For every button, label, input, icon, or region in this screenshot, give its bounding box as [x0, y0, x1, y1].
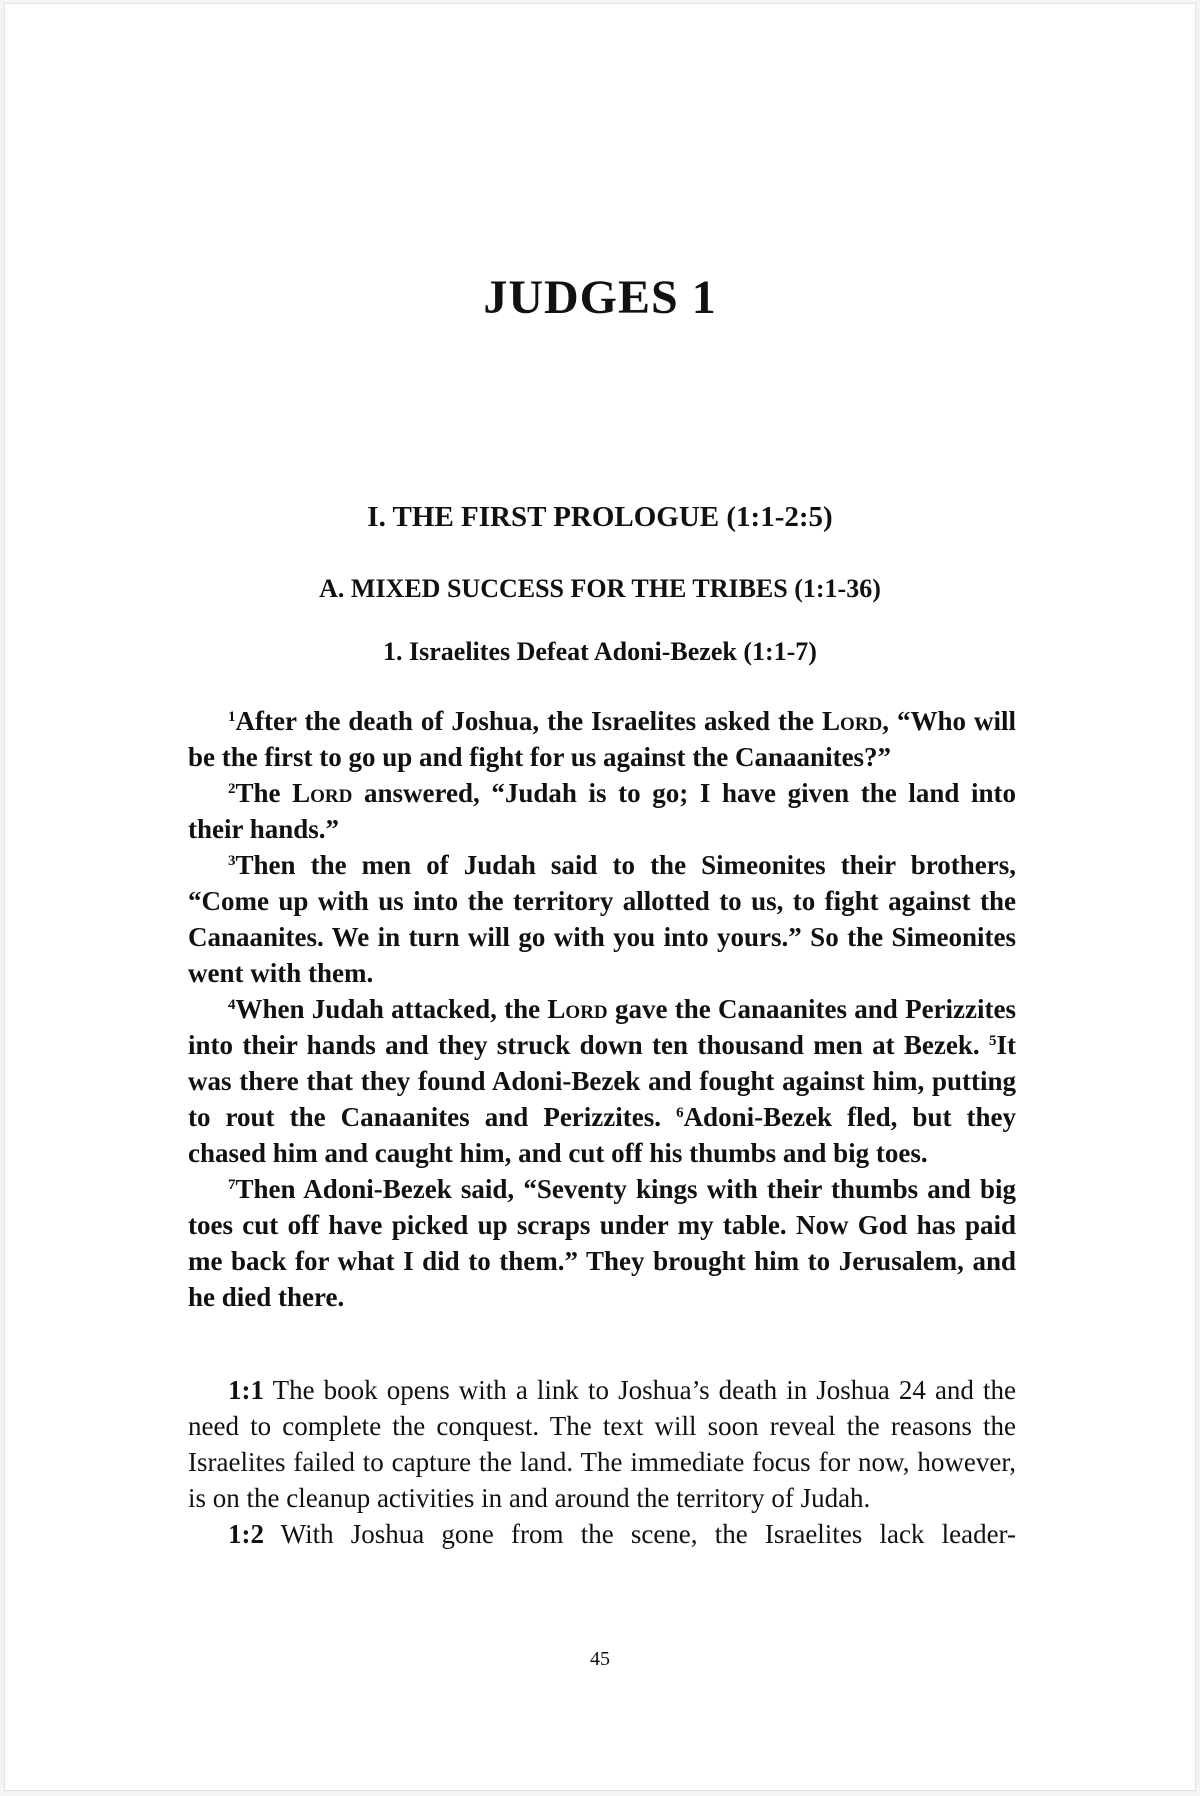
part-heading: I. THE FIRST PROLOGUE (1:1-2:5) [367, 501, 833, 533]
commentary-paragraph [188, 1516, 1016, 1552]
verse-number: 5 [989, 1033, 997, 1049]
verse-text: The [235, 778, 293, 808]
commentary [188, 1372, 1016, 1552]
verse-2 [188, 775, 1016, 847]
page-number: 45 [590, 1648, 610, 1670]
verse-text: After the death of Joshua, the Israelites asked the [235, 706, 823, 736]
verse-number: 7 [228, 1177, 236, 1193]
subsection-heading: 1. Israelites Defeat Adoni-Bezek (1:1-7) [383, 637, 817, 666]
verse-text: Adoni-Bezek fled, but they chased him and caught him, and cut off his thumbs and big toes. [188, 1102, 1016, 1168]
book-page [4, 3, 1196, 1791]
chapter-title: JUDGES 1 [483, 271, 717, 324]
section-heading: A. MIXED SUCCESS FOR THE TRIBES (1:1-36) [319, 574, 881, 603]
verse-text: gave the Canaanites and Perizzites into their hands and they struck down ten thousand men at Bezek. [188, 994, 1016, 1060]
verse-number: 6 [676, 1105, 684, 1121]
divine-name: Lord [822, 706, 883, 736]
commentary-text: With Joshua gone from the scene, the Israelites lack leader- [264, 1519, 1016, 1549]
verse-text: It was there that they found Adoni-Bezek and fought against him, putting to rout the Canaanites and Perizzites. [188, 1030, 1016, 1132]
verse-1 [188, 703, 1016, 775]
verse-7 [188, 1171, 1016, 1315]
commentary-paragraph [188, 1372, 1016, 1516]
verse-reference: 1:2 [228, 1519, 264, 1549]
verse-number: 2 [228, 781, 236, 797]
verse-text: When Judah attacked, the [235, 994, 548, 1024]
divine-name: Lord [547, 994, 608, 1024]
verses-4-6 [188, 991, 1016, 1171]
verse-number: 3 [228, 853, 236, 869]
verse-text: answered, “Judah is to go; I have given the land into their hands.” [188, 778, 1016, 844]
verse-text: Then the men of Judah said to the Simeonites their brothers, “Come up with us into the territory allotted to us, to fight against the Canaanites. We in turn will go with you into yours.” So the Simeonites went with them. [188, 850, 1016, 988]
verse-text: Then Adoni-Bezek said, “Seventy kings with their thumbs and big toes cut off have picked up scraps under my table. Now God has paid me back for what I did to them.” They brought him to Jerusalem, and he died there. [188, 1174, 1016, 1312]
verse-number: 4 [228, 997, 236, 1013]
verse-text: , “Who will be the first to go up and fight for us against the Canaanites?” [188, 706, 1016, 772]
commentary-text: The book opens with a link to Joshua’s death in Joshua 24 and the need to complete the conquest. The text will soon reveal the reasons the Israelites failed to capture the land. The immediate focus for now, however, is on the cleanup activities in and around the territory of Judah. [188, 1375, 1016, 1513]
divine-name: Lord [292, 778, 353, 808]
verse-3 [188, 847, 1016, 991]
scripture-passage [188, 703, 1016, 1315]
verse-reference: 1:1 [228, 1375, 264, 1405]
verse-number: 1 [228, 709, 236, 725]
